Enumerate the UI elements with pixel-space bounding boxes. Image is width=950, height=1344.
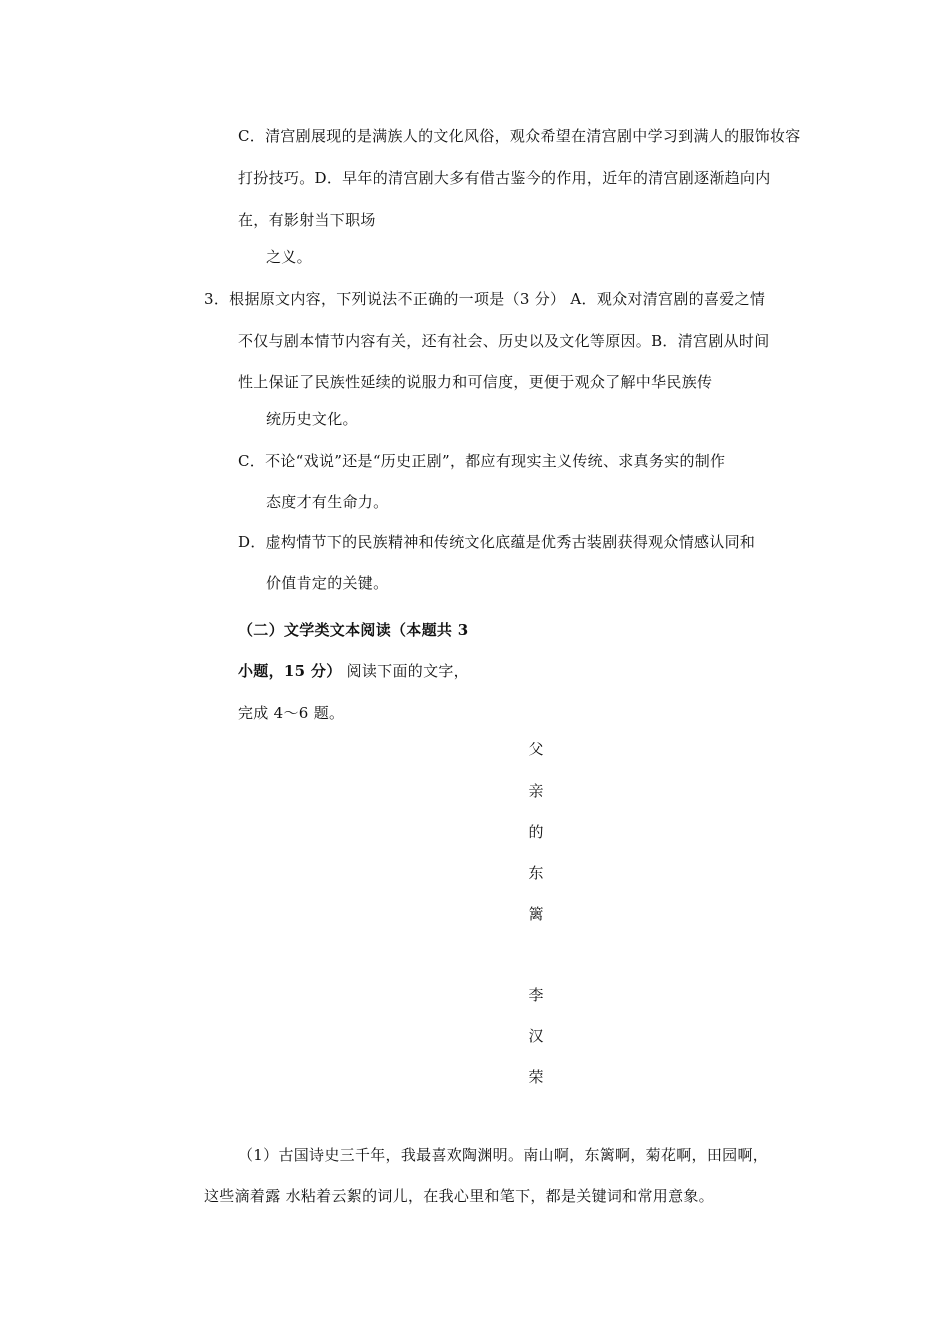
article-title-char: 父 [528, 740, 544, 758]
q3-option-c-line1: C．不论“戏说”还是“历史正剧”，都应有现实主义传统、求真务实的制作 [238, 452, 726, 470]
section2-heading-line2-bold: 小题，15 分） [238, 662, 342, 680]
q3-option-d-line1: D．虚构情节下的民族精神和传统文化底蕴是优秀古装剧获得观众情感认同和 [238, 533, 756, 551]
q3-line1: 3．根据原文内容，下列说法不正确的一项是（3 分） A．观众对清宫剧的喜爱之情 [204, 290, 766, 308]
q3-line2: 不仅与剧本情节内容有关，还有社会、历史以及文化等原因。B．清宫剧从时间 [238, 332, 770, 350]
article-author-char: 汉 [528, 1027, 544, 1045]
article-author-char: 李 [528, 986, 544, 1004]
article-title-char: 的 [528, 823, 544, 841]
q3-option-c-line2: 态度才有生命力。 [266, 493, 389, 511]
q2-option-c-line3: 在，有影射当下职场 [238, 211, 376, 229]
q2-option-c-line2: 打扮技巧。D．早年的清宫剧大多有借古鉴今的作用，近年的清宫剧逐渐趋向内 [238, 169, 771, 187]
article-author-char: 荣 [528, 1068, 544, 1086]
section2-heading-line2 [238, 661, 469, 681]
section2-heading-line1: （二）文学类文本阅读（本题共 3 [238, 621, 469, 639]
section2-heading-line3: 完成 4～6 题。 [238, 704, 345, 722]
article-para1-line2: 这些滴着露 水粘着云絮的词儿，在我心里和笔下，都是关键词和常用意象。 [204, 1187, 714, 1205]
q2-option-c-line1: C．清宫剧展现的是满族人的文化风俗，观众希望在清宫剧中学习到满人的服饰妆容 [238, 127, 801, 145]
q3-line3: 性上保证了民族性延续的说服力和可信度，更便于观众了解中华民族传 [238, 373, 713, 391]
q2-option-c-line4: 之义。 [266, 248, 312, 266]
q3-option-d-line2: 价值肯定的关键。 [266, 574, 389, 592]
article-title-char: 篱 [528, 905, 544, 923]
article-para1-line1: （1）古国诗史三千年，我最喜欢陶渊明。南山啊，东篱啊，菊花啊，田园啊， [238, 1146, 769, 1164]
section2-heading-line2-rest: 阅读下面的文字， [341, 662, 469, 680]
article-title-char: 东 [528, 864, 544, 882]
q3-line4: 统历史文化。 [266, 410, 358, 428]
article-title-char: 亲 [528, 782, 544, 800]
